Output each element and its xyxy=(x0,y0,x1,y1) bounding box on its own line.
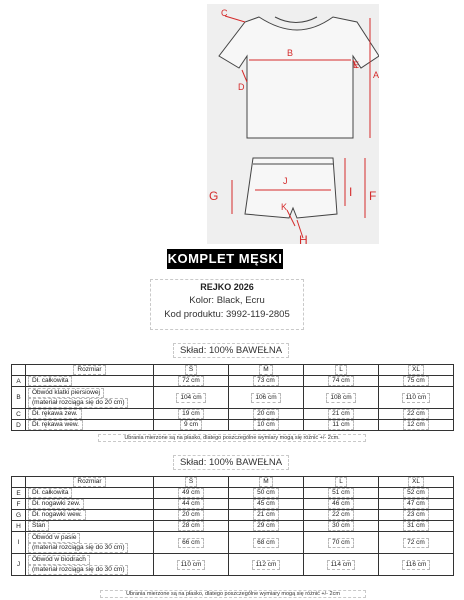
bottom-value: 114 cm xyxy=(327,560,356,570)
bottom-row-name xyxy=(26,499,154,510)
top-header-cell xyxy=(26,365,154,376)
bottom-row-label: Dł. nogawki wew. xyxy=(28,510,86,520)
top-size-table xyxy=(11,364,454,431)
product-title-text: KOMPLET MĘSKI xyxy=(167,251,283,266)
top-value: 12 cm xyxy=(403,420,429,430)
top-row-label: Obwód klatki piersiowej xyxy=(28,388,104,398)
bottom-header-cell xyxy=(154,477,229,488)
top-row xyxy=(12,409,454,420)
bottom-row-name xyxy=(26,488,154,499)
top-value-cell xyxy=(154,387,229,409)
bottom-value-cell xyxy=(379,554,454,576)
label-g: G xyxy=(209,189,219,203)
bottom-header-label: Rozmiar xyxy=(73,477,105,487)
product-code: Kod produktu: 3992-119-2805 xyxy=(164,309,290,320)
bottom-value: 66 cm xyxy=(178,538,204,548)
bottom-value: 70 cm xyxy=(328,538,354,548)
top-value-cell xyxy=(379,387,454,409)
top-header-cell xyxy=(12,365,26,376)
bottom-value: 72 cm xyxy=(403,538,429,548)
top-value: 72 cm xyxy=(178,376,204,386)
bottom-header-cell xyxy=(229,477,304,488)
top-value-cell xyxy=(304,376,379,387)
label-d: D xyxy=(238,82,245,92)
bottom-value-cell xyxy=(154,532,229,554)
bottom-value-cell xyxy=(154,499,229,510)
bottom-value-cell xyxy=(229,521,304,532)
top-value-cell xyxy=(229,409,304,420)
bottom-row-sublabel: (materiał rozciąga się do 30 cm) xyxy=(28,543,128,553)
label-f: F xyxy=(369,189,377,203)
top-value-cell xyxy=(304,409,379,420)
bottom-header-cell xyxy=(12,477,26,488)
tshirt-outline xyxy=(219,17,379,138)
top-value: 21 cm xyxy=(328,409,354,419)
top-row xyxy=(12,376,454,387)
bottom-header-label: S xyxy=(185,477,197,487)
top-value-cell xyxy=(229,376,304,387)
bottom-row xyxy=(12,488,454,499)
bottom-value-cell xyxy=(379,499,454,510)
bottom-value: 50 cm xyxy=(253,488,279,498)
top-value: 75 cm xyxy=(403,376,429,386)
top-header-cell xyxy=(304,365,379,376)
bottom-composition: Skład: 100% BAWEŁNA xyxy=(173,455,289,470)
bottom-header-label: M xyxy=(259,477,272,487)
top-row-key: C xyxy=(12,409,26,420)
label-h: H xyxy=(299,233,308,244)
bottom-value-cell xyxy=(379,532,454,554)
label-b: B xyxy=(287,48,294,58)
top-value: 11 cm xyxy=(328,420,353,430)
top-row-key: D xyxy=(12,420,26,431)
top-row-key: B xyxy=(12,387,26,409)
bottom-value-cell xyxy=(229,499,304,510)
bottom-value-cell xyxy=(304,532,379,554)
label-k: K xyxy=(281,202,288,212)
label-i: I xyxy=(349,185,353,199)
top-header-cell xyxy=(154,365,229,376)
bottom-row xyxy=(12,521,454,532)
top-header-label: S xyxy=(185,365,197,375)
bottom-row xyxy=(12,532,454,554)
bottom-row-key: E xyxy=(12,488,26,499)
measure-line-c xyxy=(225,16,245,22)
top-value-cell xyxy=(154,409,229,420)
bottom-value-cell xyxy=(154,554,229,576)
bottom-value-cell xyxy=(304,521,379,532)
bottom-value-cell xyxy=(154,488,229,499)
bottom-value-cell xyxy=(154,510,229,521)
top-value: 9 cm xyxy=(180,420,202,430)
top-row-sublabel: (materiał rozciąga się do 20 cm) xyxy=(28,398,128,408)
top-header-cell xyxy=(379,365,454,376)
bottom-value: 49 cm xyxy=(178,488,204,498)
top-header-label: M xyxy=(259,365,272,375)
top-header-row xyxy=(12,365,454,376)
top-value: 73 cm xyxy=(253,376,279,386)
bottom-value: 30 cm xyxy=(328,521,354,531)
bottom-value: 116 cm xyxy=(402,560,431,570)
bottom-value-cell xyxy=(229,488,304,499)
bottom-value: 20 cm xyxy=(178,510,204,520)
top-row xyxy=(12,420,454,431)
top-value-cell xyxy=(379,409,454,420)
top-value: 74 cm xyxy=(328,376,354,386)
top-row-name xyxy=(26,376,154,387)
bottom-size-table xyxy=(11,476,454,576)
bottom-value: 45 cm xyxy=(253,499,279,509)
bottom-value-cell xyxy=(229,554,304,576)
top-value: 22 cm xyxy=(403,409,429,419)
label-j: J xyxy=(283,176,288,186)
top-row-label: Dł. rękawa zew. xyxy=(28,409,82,419)
top-header-label: L xyxy=(335,365,347,375)
bottom-value: 68 cm xyxy=(253,538,279,548)
top-value-cell xyxy=(154,420,229,431)
top-row xyxy=(12,387,454,409)
bottom-value: 52 cm xyxy=(403,488,429,498)
bottom-row-label: Dł. całkowita xyxy=(28,488,72,498)
product-title xyxy=(167,249,283,269)
top-value: 110 cm xyxy=(402,393,431,403)
bottom-header-row xyxy=(12,477,454,488)
bottom-row-key: J xyxy=(12,554,26,576)
bottom-value: 22 cm xyxy=(328,510,354,520)
bottom-row-key: H xyxy=(12,521,26,532)
bottom-row-name xyxy=(26,532,154,554)
bottom-value: 28 cm xyxy=(178,521,204,531)
top-value: 10 cm xyxy=(253,420,279,430)
bottom-header-cell xyxy=(304,477,379,488)
top-header-label: XL xyxy=(408,365,424,375)
bottom-value: 110 cm xyxy=(177,560,206,570)
bottom-value-cell xyxy=(304,510,379,521)
bottom-value: 31 cm xyxy=(403,521,429,531)
top-composition: Skład: 100% BAWEŁNA xyxy=(173,343,289,358)
measure-line-d xyxy=(242,70,247,82)
bottom-row-name xyxy=(26,554,154,576)
bottom-value: 44 cm xyxy=(178,499,204,509)
bottom-row xyxy=(12,510,454,521)
top-value: 108 cm xyxy=(326,393,355,403)
top-value-cell xyxy=(229,387,304,409)
top-row-label: Dł. rękawa wew. xyxy=(28,420,83,430)
product-info xyxy=(150,279,304,330)
bottom-value-cell xyxy=(229,510,304,521)
bottom-value: 112 cm xyxy=(252,560,281,570)
bottom-row-key: G xyxy=(12,510,26,521)
top-row-key: A xyxy=(12,376,26,387)
tshirt-collar xyxy=(275,17,317,23)
bottom-value-cell xyxy=(154,521,229,532)
bottom-value-cell xyxy=(379,488,454,499)
bottom-row-sublabel: (materiał rozciąga się do 30 cm) xyxy=(28,565,128,575)
top-value: 106 cm xyxy=(251,393,280,403)
bottom-row-label: Obwód w biodrach xyxy=(28,555,90,565)
top-value-cell xyxy=(304,387,379,409)
bottom-row-name xyxy=(26,521,154,532)
top-row-name xyxy=(26,387,154,409)
bottom-header-cell xyxy=(379,477,454,488)
product-color: Kolor: Black, Ecru xyxy=(189,295,265,306)
bottom-value-cell xyxy=(229,532,304,554)
bottom-measure-note: Ubrania mierzone są na płasko, dlatego poszczególne wymiary mogą się różnić +/- 2cm xyxy=(100,590,366,598)
top-header-cell xyxy=(229,365,304,376)
bottom-value: 46 cm xyxy=(328,499,354,509)
bottom-row-key: I xyxy=(12,532,26,554)
top-row-label: Dł. całkowita xyxy=(28,376,72,386)
bottom-value-cell xyxy=(304,488,379,499)
bottom-header-label: L xyxy=(335,477,347,487)
bottom-value-cell xyxy=(379,521,454,532)
bottom-row xyxy=(12,499,454,510)
top-value-cell xyxy=(304,420,379,431)
label-e: E xyxy=(353,60,360,70)
top-header-label: Rozmiar xyxy=(73,365,105,375)
top-value: 20 cm xyxy=(253,409,279,419)
garment-sketch xyxy=(207,4,379,244)
bottom-value: 51 cm xyxy=(328,488,354,498)
label-a: A xyxy=(373,70,379,80)
bottom-row-label: Obwód w pasie xyxy=(28,533,80,543)
top-row-name xyxy=(26,409,154,420)
bottom-value: 29 cm xyxy=(253,521,279,531)
bottom-row xyxy=(12,554,454,576)
bottom-value-cell xyxy=(379,510,454,521)
bottom-row-label: Dł. nogawki zew. xyxy=(28,499,84,509)
bottom-value: 21 cm xyxy=(253,510,279,520)
label-c: C xyxy=(221,8,228,18)
bottom-value: 23 cm xyxy=(403,510,429,520)
top-value-cell xyxy=(229,420,304,431)
top-value: 104 cm xyxy=(176,393,205,403)
bottom-header-cell xyxy=(26,477,154,488)
top-value-cell xyxy=(379,376,454,387)
bottom-value-cell xyxy=(304,554,379,576)
top-value-cell xyxy=(379,420,454,431)
bottom-value-cell xyxy=(304,499,379,510)
bottom-value: 47 cm xyxy=(403,499,429,509)
top-measure-note: Ubrania mierzone są na płasko, dlatego poszczególne wymiary mogą się różnić +/- 2cm. xyxy=(98,434,366,442)
shorts-outline xyxy=(245,158,337,218)
bottom-header-label: XL xyxy=(408,477,424,487)
top-value-cell xyxy=(154,376,229,387)
top-row-name xyxy=(26,420,154,431)
sketch-svg xyxy=(207,4,379,244)
bottom-row-name xyxy=(26,510,154,521)
product-model: REJKO 2026 xyxy=(200,282,254,292)
bottom-row-key: F xyxy=(12,499,26,510)
bottom-row-label: Stan xyxy=(28,521,49,531)
top-value: 19 cm xyxy=(178,409,204,419)
